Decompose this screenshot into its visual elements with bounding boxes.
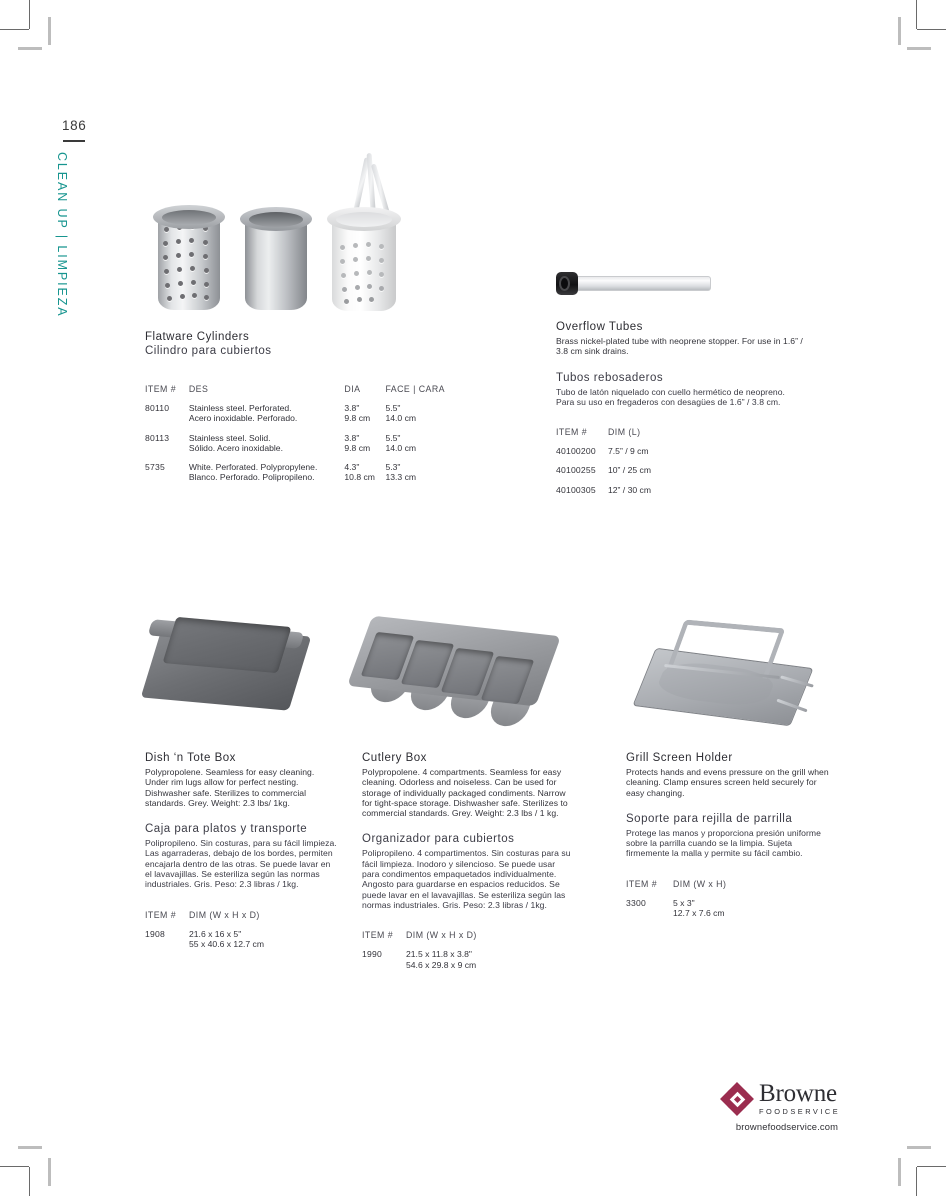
cutlery-box-table: [362, 930, 562, 979]
overflow-tubes-table: [556, 427, 756, 504]
dish-n-tote-box-table: [145, 910, 335, 959]
cell-des: [189, 433, 345, 463]
cell-face-in: 5.3": [385, 462, 401, 473]
cell-item: 1908: [145, 928, 165, 939]
column-header-dim: DIM (W x H): [673, 878, 727, 889]
cell-dim-in: 21.6 x 16 x 5": [189, 928, 242, 939]
grill-screen-holder-image: [630, 618, 830, 738]
column-header-dim: DIM (W x H x D): [189, 909, 260, 920]
footer-website-url: brownefoodservice.com: [735, 1121, 839, 1132]
registration-mark-bottom-left-horizontal: [18, 1146, 42, 1149]
table-row: [145, 929, 335, 959]
dish-n-tote-box-image: [142, 612, 322, 732]
cell-face-in: 5.5": [385, 403, 401, 413]
browne-logo: [722, 1082, 852, 1132]
cell-item: 3300: [626, 897, 646, 908]
cell-dia: [344, 403, 385, 433]
overflow-tubes-block: [556, 320, 836, 504]
cell-dim-cm: 12.7 x 7.6 cm: [673, 908, 725, 919]
cell-item: 40100200: [556, 446, 596, 457]
cell-face: [385, 462, 445, 492]
column-header-face: FACE | CARA: [385, 384, 445, 394]
table-row: [145, 433, 445, 463]
cell-item: 5735: [145, 462, 165, 473]
logo-wordmark: Browne: [759, 1080, 837, 1107]
dish-n-tote-box-block: [145, 751, 345, 958]
registration-mark-top-left-horizontal: [18, 47, 42, 50]
crop-mark-bottom-left-horizontal: [0, 1166, 29, 1167]
column-header-item: ITEM #: [145, 909, 177, 920]
registration-mark-top-left-vertical: [48, 17, 51, 45]
cell-dim: 7.5” / 9 cm: [608, 446, 649, 457]
cell-face-cm: 14.0 cm: [385, 442, 417, 453]
crop-mark-bottom-right-vertical: [916, 1167, 917, 1196]
overflow-tubes-desc-en: Brass nickel-plated tube with neoprene stopper. For use in 1.6” / 3.8 cm sink drains.: [556, 336, 803, 357]
crop-mark-bottom-left-vertical: [29, 1167, 30, 1196]
cell-des: [189, 462, 345, 492]
table-header-row: [362, 930, 562, 949]
registration-mark-bottom-right-horizontal: [907, 1146, 931, 1149]
column-header-item: ITEM #: [362, 930, 394, 941]
flatware-cylinders-block: [145, 330, 445, 492]
grill-screen-holder-title-es: Soporte para rejilla de parrilla: [626, 812, 793, 825]
cutlery-box-title-en: Cutlery Box: [362, 752, 427, 764]
cylinder-solid-steel: [245, 207, 307, 310]
cell-dim: [189, 929, 335, 959]
column-header-item: ITEM #: [556, 427, 588, 438]
crop-mark-bottom-right-horizontal: [917, 1166, 946, 1167]
flatware-cylinders-image: [150, 195, 410, 315]
cell-face-cm: 14.0 cm: [385, 413, 417, 424]
cell-dia-in: 3.8": [344, 432, 360, 443]
dish-n-tote-box-desc-es: Polipropileno. Sin costuras, para su fácil limpieza. Las agarraderas, debajo de los bordes, permiten encajarla dentro de las otras. Se puede lavar en el lavavajillas. Se esteriliza según las normas industriales. Gris. Peso: 2.3 libras / 1kg.: [145, 838, 337, 890]
registration-mark-top-right-vertical: [898, 17, 901, 45]
flatware-cylinders-title-en: Flatware Cylinders: [145, 331, 250, 343]
grill-screen-holder-block: [626, 751, 841, 927]
cell-item: 80113: [145, 432, 170, 443]
crop-mark-top-left-vertical: [29, 0, 30, 29]
registration-mark-bottom-right-vertical: [898, 1158, 901, 1186]
table-header-row: [556, 427, 756, 446]
grill-screen-holder-table: [626, 879, 816, 928]
cell-des-en: Stainless steel. Solid.: [188, 432, 271, 443]
dish-n-tote-box-desc-en: Polypropolene. Seamless for easy cleaning. Under rim lugs allow for perfect nesting. Dishwasher safe. Sterilizes to commercial standards. Grey. Weight: 2.3 lbs/ 1kg.: [145, 767, 315, 808]
cell-face: [385, 433, 445, 463]
cell-dia: [344, 462, 385, 492]
section-tab: [53, 152, 77, 412]
tube-bore: [559, 276, 570, 291]
grill-screen-holder-desc-es: Protege las manos y proporciona presión uniforme sobre la parrilla cuando se la limpia. Sujeta firmemente la malla y permite su fácil cambio.: [626, 827, 821, 859]
flatware-cylinders-table: [145, 384, 445, 492]
cell-dia-cm: 9.8 cm: [344, 442, 371, 453]
table-row: [145, 462, 445, 492]
dish-n-tote-box-title-es: Caja para platos y transporte: [145, 823, 308, 836]
cutlery-box-title-es: Organizador para cubiertos: [362, 833, 515, 846]
column-header-dim: DIM (W x H x D): [406, 930, 477, 941]
cutlery-box-desc-es: Polipropileno. 4 compartimentos. Sin costuras para su fácil limpieza. Inodoro y silencioso. Se puede usar para condimentos empaquetados individualmente. Angosto para guardarse en espacios reducidos. Se puede lavar en el lavavajillas. Se esteriliza según las normas industriales. Gris. Peso: 2.3 libras / 1kg.: [362, 848, 571, 910]
cutlery-box-image: [352, 612, 567, 732]
cell-des: [189, 403, 345, 433]
overflow-tube-image: [548, 270, 723, 300]
cell-dia-in: 3.8": [344, 403, 360, 413]
cell-dia-in: 4.3": [344, 462, 360, 473]
grill-screen-holder-title-en: Grill Screen Holder: [626, 752, 733, 764]
column-header-item: ITEM #: [145, 384, 177, 394]
table-row: [556, 465, 756, 484]
table-header-row: [145, 910, 335, 929]
quatrefoil-logo-icon: [722, 1084, 752, 1114]
page-number: 186: [62, 118, 87, 133]
cell-des-en: White. Perforated. Polypropylene.: [188, 462, 318, 473]
tube-body: [574, 276, 711, 291]
logo-text: [759, 1082, 840, 1116]
table-row: [145, 403, 445, 433]
column-header-item: ITEM #: [626, 878, 658, 889]
cell-item: 40100255: [556, 465, 596, 476]
cell-dim-in: 21.5 x 11.8 x 3.8": [406, 949, 472, 960]
cell-dim-cm: 54.6 x 29.8 x 9 cm: [406, 959, 477, 970]
cell-dim: [406, 949, 562, 979]
cylinder-white-with-flatware: [332, 195, 400, 313]
cell-dim-in: 5 x 3": [673, 897, 695, 908]
cell-face-cm: 13.3 cm: [385, 472, 417, 483]
cell-item: 40100305: [556, 484, 596, 495]
table-row: [626, 898, 816, 928]
grill-screen-holder-desc-en: Protects hands and evens pressure on the grill when cleaning. Clamp ensures screen held securely for easy changing.: [626, 767, 829, 798]
cutlery-box-block: [362, 751, 577, 979]
cell-dia: [344, 433, 385, 463]
registration-mark-top-right-horizontal: [907, 47, 931, 50]
table-header-row: [145, 384, 445, 403]
cylinder-perforated-steel: [158, 205, 220, 310]
cutlery-box-desc-en: Polypropolene. 4 compartments. Seamless for easy cleaning. Odorless and noiseless. Can be used for storage of individually packaged condiments. Narrow for tight-space storage. Dishwasher safe. Sterilizes to commercial standards. Grey. Weight: 2.3 lbs / 1 kg.: [362, 767, 568, 819]
crop-mark-top-right-horizontal: [917, 29, 946, 30]
cell-face: [385, 403, 445, 433]
overflow-tubes-desc-es: Tubo de latón niquelado con cuello hermético de neopreno. Para su uso en fregaderos con desagües de 1.6” / 3.8 cm.: [556, 386, 785, 407]
table-row: [556, 446, 756, 465]
table-row: [556, 485, 756, 504]
overflow-tubes-title-en: Overflow Tubes: [556, 321, 643, 333]
registration-mark-bottom-left-vertical: [48, 1158, 51, 1186]
cell-dia-cm: 9.8 cm: [344, 413, 371, 424]
cell-des-en: Stainless steel. Perforated.: [188, 403, 292, 413]
column-header-dia: DIA: [344, 384, 361, 394]
cell-dim-cm: 55 x 40.6 x 12.7 cm: [189, 938, 264, 949]
table-header-row: [626, 879, 816, 898]
flatware-cylinders-title-es: Cilindro para cubiertos: [145, 345, 272, 357]
dish-n-tote-box-title-en: Dish ‘n Tote Box: [145, 752, 236, 764]
table-row: [362, 949, 562, 979]
cell-face-in: 5.5": [385, 432, 401, 443]
cell-dim: 10” / 25 cm: [608, 465, 651, 476]
overflow-tubes-title-es: Tubos rebosaderos: [556, 371, 664, 384]
cell-dim: [673, 898, 816, 928]
cell-dia-cm: 10.8 cm: [344, 472, 375, 483]
cell-des-es: Blanco. Perforado. Polipropileno.: [188, 472, 315, 483]
cell-item: 1990: [362, 949, 382, 960]
crop-mark-top-right-vertical: [916, 0, 917, 29]
cell-dim: 12” / 30 cm: [608, 484, 651, 495]
cell-des-es: Sólido. Acero inoxidable.: [188, 442, 283, 453]
cell-des-es: Acero inoxidable. Perforado.: [188, 413, 298, 424]
crop-mark-top-left-horizontal: [0, 29, 29, 30]
logo-tagline: FOODSERVICE: [759, 1107, 841, 1116]
cell-item: 80110: [145, 403, 170, 413]
logo-row: [722, 1082, 852, 1116]
column-header-dim: DIM (L): [608, 427, 641, 438]
page-number-rule: [63, 140, 85, 142]
section-tab-label: CLEAN UP | LIMPIEZA: [55, 152, 69, 318]
column-header-des: DES: [188, 384, 209, 394]
